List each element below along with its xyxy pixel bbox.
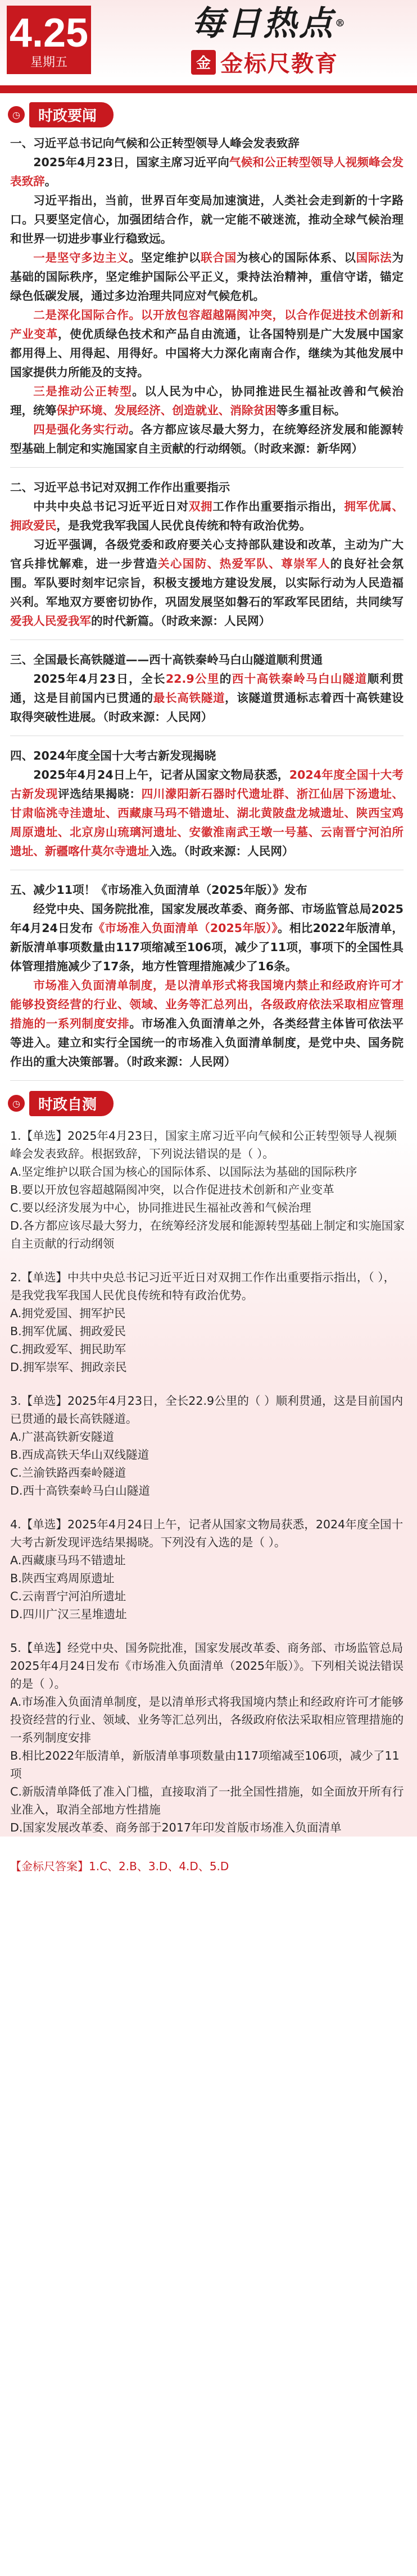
news-title: 二、习近平总书记对双拥工作作出重要指示	[10, 481, 230, 494]
news-title: 五、减少11项！《市场准入负面清单（2025年版）》发布	[10, 883, 307, 897]
question-option[interactable]: C.拥政爱军、拥民助军	[10, 1342, 126, 1356]
body-text: 评选结果揭晓：	[57, 787, 142, 801]
highlight-text: 四是强化务实行动	[33, 423, 129, 436]
clock-icon: ◷	[8, 106, 25, 123]
brand-sub	[191, 46, 410, 78]
news-item	[10, 134, 404, 458]
news-section	[0, 128, 417, 1081]
question-option[interactable]: A.市场准入负面清单制度，是以清单形式将我国境内禁止和经政府许可才能够投资经营的行业、领域、业务等汇总列出，各级政府依法采取相应管理措施的一系列制度安排	[10, 1695, 404, 1744]
weekday: 星期五	[30, 56, 67, 70]
body-text: 顺利贯通，这是目前国内已贯通的	[10, 672, 404, 705]
news-title: 一、习近平总书记向气候和公正转型领导人峰会发表致辞	[10, 136, 300, 150]
question-option[interactable]: C.新版清单降低了准入门槛，直接取消了一批全国性措施，如全面放开所有行业准入，取消全部地方性措施	[10, 1785, 404, 1816]
body-text: 。各方都应该尽最大努力，在统筹经济发展和能源转型基础上制定和实施国家自主贡献的行动纲领。（时政来源：新华网）	[10, 423, 404, 455]
quiz-question	[10, 1515, 406, 1623]
divider	[10, 467, 404, 468]
news-paragraph	[10, 765, 404, 861]
body-text: ，该隧道贯通标志着西十高铁建设取得突破性进展。（时政来源：人民网）	[10, 691, 404, 724]
question-stem: 1.【单选】2025年4月23日，国家主席习近平向气候和公正转型领导人视频峰会发表致辞。根据致辞，下列说法错误的是（ ）。	[10, 1129, 397, 1161]
news-paragraph	[10, 420, 404, 458]
header	[0, 0, 417, 128]
quiz-question	[10, 1127, 406, 1253]
question-stem: 4.【单选】2025年4月24日上午，记者从国家文物局获悉，2024年度全国十大考古新发现评选结果揭晓。下列没有入选的是（ ）。	[10, 1518, 404, 1549]
question-option[interactable]: D.各方都应该尽最大努力，在统筹经济发展和能源转型基础上制定和实施国家自主贡献的行动纲领	[10, 1219, 405, 1250]
quiz-question	[10, 1639, 406, 1837]
question-option[interactable]: B.西成高铁天华山双线隧道	[10, 1448, 149, 1461]
body-text: 入选。（时政来源：人民网）	[149, 844, 294, 858]
highlight-text: 联合国	[201, 251, 237, 264]
news-item	[10, 880, 404, 1071]
news-title: 三、全国最长高铁隧道——西十高铁秦岭马白山隧道顺利贯通	[10, 653, 323, 666]
highlight-text: 拥军优属、拥政爱民	[10, 500, 404, 532]
question-option[interactable]: A.西藏康马玛不错遗址	[10, 1554, 126, 1567]
news-paragraph	[10, 153, 404, 191]
news-paragraph	[10, 899, 404, 976]
news-paragraph	[10, 248, 404, 305]
body-text: ，是我党我军我国人民优良传统和特有政治优势。	[56, 519, 311, 532]
registered-mark: ®	[335, 17, 347, 29]
highlight-text: 三是推动公正转型	[33, 385, 133, 398]
question-option[interactable]: D.国家发展改革委、商务部于2017年印发首版市场准入负面清单	[10, 1821, 342, 1834]
question-option[interactable]: D.拥军崇军、拥政亲民	[10, 1360, 127, 1374]
body-text: 的良好社会氛围。军队要时刻牢记宗旨，积极支援地方建设发展，以实际行动为人民造福兴利。军地双方要密切协作，巩固发展坚如磐石的军政军民团结，共同续写	[10, 557, 404, 609]
highlight-text: 一是坚守多边主义	[33, 251, 129, 264]
question-option[interactable]: A.广湛高铁新安隧道	[10, 1430, 115, 1444]
brand-logo-icon: 金	[191, 50, 216, 75]
highlight-text: 西十高铁秦岭马白山隧道	[232, 672, 368, 686]
brand-title-text: 每日热点	[191, 4, 335, 43]
date-box	[7, 6, 91, 74]
news-paragraph	[10, 535, 404, 631]
body-text: 2025年4月23日，国家主席习近平向	[33, 156, 229, 169]
news-title: 四、2024年度全国十大考古新发现揭晓	[10, 749, 216, 762]
highlight-text: 市场准入负面清单制度，是以清单形式将我国境内禁止和经政府许可才能够投资经营的行业、领域、业务等汇总列出，各级政府依法采取相应管理措施的一系列制度安排	[10, 979, 404, 1030]
highlight-text: 爱我人民爱我军	[10, 614, 92, 628]
answer-bar	[10, 1852, 406, 1878]
highlight-text: 最长高铁隧道	[153, 691, 225, 705]
highlight-text: 保护环境、发展经济、创造就业、消除贫困	[56, 404, 277, 417]
brand-name: 金标尺教育	[220, 51, 338, 77]
body-text: 的时代新篇。（时政来源：人民网）	[91, 614, 271, 628]
question-option[interactable]: B.要以开放包容超越隔阂冲突，以合作促进技术创新和产业变革	[10, 1183, 334, 1196]
highlight-text: 双拥	[188, 500, 213, 513]
news-paragraph	[10, 976, 404, 1071]
question-option[interactable]: B.陕西宝鸡周原遗址	[10, 1572, 115, 1585]
question-stem: 5.【单选】经党中央、国务院批准，国家发展改革委、商务部、市场监管总局2025年4月24日发布《市场准入负面清单（2025年版）》。下列相关说法错误的是（ ）。	[10, 1641, 404, 1691]
quiz-section	[0, 1127, 417, 1837]
question-option[interactable]: B.相比2022年版清单，新版清单事项数量由117项缩减至106项，减少了11项	[10, 1749, 400, 1780]
date: 4.25	[9, 11, 89, 56]
body-text: 为核心的国际体系、以	[236, 251, 356, 264]
clock-icon: ◷	[8, 1095, 25, 1112]
highlight-text: 《市场准入负面清单（2025年版）》	[93, 921, 278, 935]
section-title: 时政自测	[29, 1091, 114, 1116]
brand-title	[191, 3, 410, 44]
section-title: 时政要闻	[29, 102, 114, 127]
body-text: 2025年4月23日，全长	[33, 672, 166, 686]
quiz-question	[10, 1392, 406, 1500]
body-text: 。相比2022年版清单，新版清单事项数量由117项缩减至106项，减少了11项，事项下的全国性具体管理措施减少了17条，地方性管理措施减少了16条。	[10, 921, 404, 973]
highlight-text: 四川濛阳新石器时代遗址群、浙江仙居下汤遗址、甘肃临洮寺洼遗址、西藏康马玛不错遗址、湖北黄陂盘龙城遗址、陕西宝鸡周原遗址、北京房山琉璃河遗址、安徽淮南武王墩一号墓、云南晋宁河泊所遗址、新疆喀什莫尔寺遗址	[10, 787, 404, 858]
body-text: ，使优质绿色技术和产品自由流通，让各国特别是广大发展中国家都用得上、用得起、用得好。中国将大力深化南南合作，继续为其他发展中国家提供力所能及的支持。	[10, 327, 404, 379]
question-option[interactable]: A.坚定维护以联合国为核心的国际体系、以国际法为基础的国际秩序	[10, 1165, 357, 1179]
question-option[interactable]: B.拥军优属、拥政爱民	[10, 1324, 126, 1338]
brand	[191, 3, 410, 82]
body-text: 2025年4月24日上午，记者从国家文物局获悉，	[33, 768, 289, 782]
question-option[interactable]: D.四川广汉三星堆遗址	[10, 1607, 127, 1621]
highlight-text: 气候和公正转型领导人视频峰会发表致辞	[10, 156, 404, 188]
body-text: 中共中央总书记习近平近日对	[33, 500, 189, 513]
question-stem: 2.【单选】中共中央总书记习近平近日对双拥工作作出重要指示指出，（ ），是我党我军我国人民优良传统和特有政治优势。	[10, 1271, 396, 1302]
body-text: 。坚定维护以	[129, 251, 201, 264]
news-paragraph	[10, 305, 404, 382]
body-text: 习近平强调，各级党委和政府要关心支持部队建设和改革，主动为广大官兵排忧解难，进一步营造	[10, 538, 404, 570]
news-item	[10, 478, 404, 631]
body-text: 。以人民为中心，协同推进民生福祉改善和气候治理，统筹	[10, 385, 404, 417]
highlight-text: 2024年度全国十大考古新发现	[10, 768, 404, 801]
body-text: 经党中央、国务院批准，国家发展改革委、商务部、市场监管总局2025年4月24日发布	[10, 902, 404, 935]
divider	[10, 1080, 404, 1081]
question-option[interactable]: A.拥党爱国、拥军护民	[10, 1307, 126, 1320]
body-text: 习近平指出，当前，世界百年变局加速演进，人类社会走到新的十字路口。只要坚定信心，加强团结合作，就一定能不破迷流，推动全球气候治理和世界一切进步事业行稳致远。	[10, 194, 404, 245]
question-option[interactable]: D.西十高铁秦岭马白山隧道	[10, 1484, 150, 1497]
section-badge-news	[8, 102, 114, 127]
body-text: 等多重目标。	[276, 404, 346, 417]
body-text: 为基础的国际秩序，坚定维护国际公平正义，秉持法治精神，重信守诺，锚定绿色低碳发展，通过多边治理共同应对气候危机。	[10, 251, 404, 303]
news-item	[10, 746, 404, 861]
highlight-text: 关心国防、热爱军队、尊崇军人	[158, 557, 330, 570]
news-paragraph	[10, 191, 404, 248]
question-option[interactable]: C.云南晋宁河泊所遗址	[10, 1590, 126, 1603]
news-paragraph	[10, 382, 404, 420]
highlight-text: 二是深化国际合作。以开放包容超越隔阂冲突，以合作促进技术创新和产业变革	[10, 308, 404, 341]
highlight-text: 国际法	[356, 251, 392, 264]
answer-key: 【金标尺答案】1.C、2.B、3.D、4.D、5.D	[10, 1859, 229, 1873]
body-text: 。	[44, 175, 57, 188]
highlight-text: 22.9公里	[165, 672, 220, 686]
question-option[interactable]: C.兰渝铁路西秦岭隧道	[10, 1466, 126, 1479]
news-paragraph	[10, 497, 404, 535]
news-paragraph	[10, 669, 404, 727]
body-text: 的	[219, 672, 232, 686]
news-item	[10, 650, 404, 727]
question-stem: 3.【单选】2025年4月23日，全长22.9公里的（ ）顺利贯通，这是目前国内已贯通的最长高铁隧道。	[10, 1394, 404, 1426]
body-text: 工作作出重要指示指出，	[212, 500, 345, 513]
question-option[interactable]: C.要以经济发展为中心，协同推进民生福祉改善和气候治理	[10, 1201, 311, 1214]
header-band	[0, 85, 417, 93]
body-text: 。市场准入负面清单之外，各类经营主体皆可依法平等进入。建立和实行全国统一的市场准入负面清单制度，是党中央、国务院作出的重大决策部署。（时政来源：人民网）	[10, 1017, 404, 1068]
quiz-question	[10, 1268, 406, 1376]
section-badge-quiz	[8, 1091, 417, 1116]
